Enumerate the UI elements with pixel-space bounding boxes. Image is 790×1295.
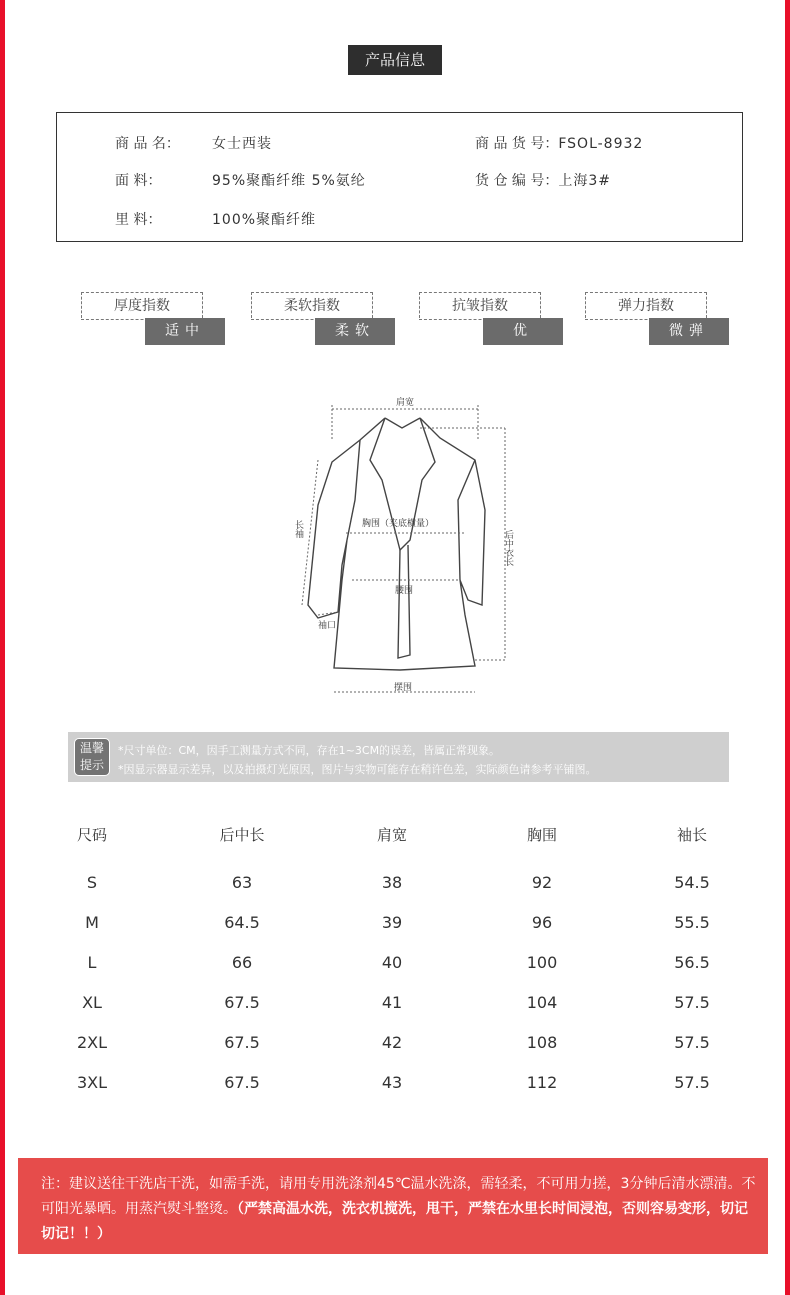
lining-value: 100%聚酯纤维 <box>212 212 317 228</box>
care-text: 注：建议送往干洗店干洗，如需手洗，请用专用洗涤剂45℃温水洗涤，需轻柔，不可用力搓，3分钟后清水漂清。不可阳光暴晒。用蒸汽熨斗整烫。 <box>41 1176 756 1217</box>
jacket-sketch <box>290 390 530 700</box>
header-sleeve: 袖长 <box>676 826 707 844</box>
cell-shoulder: 40 <box>381 953 403 972</box>
table-row <box>0 943 790 983</box>
label-waist: 腰围 <box>395 586 414 596</box>
index-wrinkle-label: 抗皱指数 <box>419 292 541 318</box>
cell-size: L <box>87 953 97 972</box>
cell-shoulder: 42 <box>381 1033 403 1052</box>
notice-banner <box>68 732 729 782</box>
product-info-box <box>56 112 743 242</box>
index-wrinkle <box>419 292 569 346</box>
size-table-header <box>0 815 790 855</box>
table-row <box>0 1063 790 1103</box>
cell-chest: 92 <box>531 873 553 892</box>
notice-badge-line2: 提示 <box>79 758 104 772</box>
product-code-row <box>475 133 643 153</box>
notice-badge-line1: 温馨 <box>79 741 104 755</box>
index-wrinkle-value: 优 <box>483 318 563 345</box>
cell-chest: 104 <box>526 993 558 1012</box>
index-elasticity-value: 微弹 <box>649 318 729 345</box>
lining-label: 里 料： <box>115 212 162 228</box>
cell-sleeve: 54.5 <box>674 873 710 892</box>
index-softness-value: 柔软 <box>315 318 395 345</box>
cell-back-length: 66 <box>231 953 253 972</box>
notice-line-2: *因显示器显示差异，以及拍摄灯光原因，图片与实物可能存在稍许色差，实际颜色请参考平铺图。 <box>118 763 597 776</box>
cell-chest: 112 <box>526 1073 558 1092</box>
cell-back-length: 67.5 <box>224 1073 260 1092</box>
label-shoulder: 肩宽 <box>396 398 415 408</box>
fabric-value: 95%聚酯纤维 5%氨纶 <box>212 173 366 189</box>
warehouse-value: 上海3# <box>558 173 611 189</box>
label-hem: 摆围 <box>394 683 413 693</box>
product-code-value: FSOL-8932 <box>558 136 644 152</box>
care-warning: （严禁高温水洗，洗衣机搅洗，甩干，严禁在水里长时间浸泡，否则容易变形，切记切记！！） <box>41 1201 748 1242</box>
measurement-diagram <box>290 390 530 700</box>
index-softness <box>251 292 401 346</box>
product-code-label: 商 品 货 号： <box>475 136 559 152</box>
cell-sleeve: 57.5 <box>674 1073 710 1092</box>
product-name-value: 女士西装 <box>212 136 272 152</box>
cell-back-length: 67.5 <box>224 993 260 1012</box>
cell-chest: 96 <box>531 913 553 932</box>
table-row <box>0 903 790 943</box>
index-thickness-label: 厚度指数 <box>81 292 203 318</box>
cell-sleeve: 56.5 <box>674 953 710 972</box>
cell-shoulder: 41 <box>381 993 403 1012</box>
header-size: 尺码 <box>76 826 107 844</box>
cell-shoulder: 38 <box>381 873 403 892</box>
care-instructions <box>18 1158 768 1254</box>
label-cuff: 袖口 <box>318 621 337 631</box>
section-title: 产品信息 <box>348 45 442 75</box>
index-thickness-value: 适中 <box>145 318 225 345</box>
index-elasticity-label: 弹力指数 <box>585 292 707 318</box>
notice-line-1: *尺寸单位：CM，因手工测量方式不同，存在1~3CM的误差，皆属正常现象。 <box>118 744 501 757</box>
cell-size: 2XL <box>76 1033 108 1052</box>
cell-back-length: 67.5 <box>224 1033 260 1052</box>
cell-shoulder: 39 <box>381 913 403 932</box>
lining-row <box>115 209 316 229</box>
cell-size: XL <box>82 993 102 1012</box>
index-softness-label: 柔软指数 <box>251 292 373 318</box>
label-back-length: 后中衣长 <box>503 530 513 566</box>
cell-chest: 108 <box>526 1033 558 1052</box>
header-shoulder: 肩宽 <box>376 826 407 844</box>
header-back-length: 后中长 <box>219 826 265 844</box>
header-chest: 胸围 <box>526 826 557 844</box>
table-row <box>0 983 790 1023</box>
table-row <box>0 1023 790 1063</box>
product-name-row <box>115 133 272 153</box>
cell-back-length: 64.5 <box>224 913 260 932</box>
product-name-label: 商 品 名： <box>115 136 180 152</box>
index-elasticity <box>585 292 735 346</box>
notice-badge <box>74 738 110 776</box>
cell-sleeve: 55.5 <box>674 913 710 932</box>
cell-size: M <box>85 913 99 932</box>
index-thickness <box>81 292 231 346</box>
table-row <box>0 863 790 903</box>
cell-sleeve: 57.5 <box>674 993 710 1012</box>
cell-size: S <box>86 873 98 892</box>
cell-back-length: 63 <box>231 873 253 892</box>
warehouse-label: 货 仓 编 号： <box>475 173 559 189</box>
cell-shoulder: 43 <box>381 1073 403 1092</box>
label-sleeve: 长袖 <box>293 520 303 538</box>
cell-sleeve: 57.5 <box>674 1033 710 1052</box>
warehouse-row <box>475 170 611 190</box>
cell-chest: 100 <box>526 953 558 972</box>
fabric-row <box>115 170 366 190</box>
cell-size: 3XL <box>76 1073 108 1092</box>
fabric-label: 面 料： <box>115 173 162 189</box>
label-chest: 胸围（夹底横量） <box>362 519 435 529</box>
